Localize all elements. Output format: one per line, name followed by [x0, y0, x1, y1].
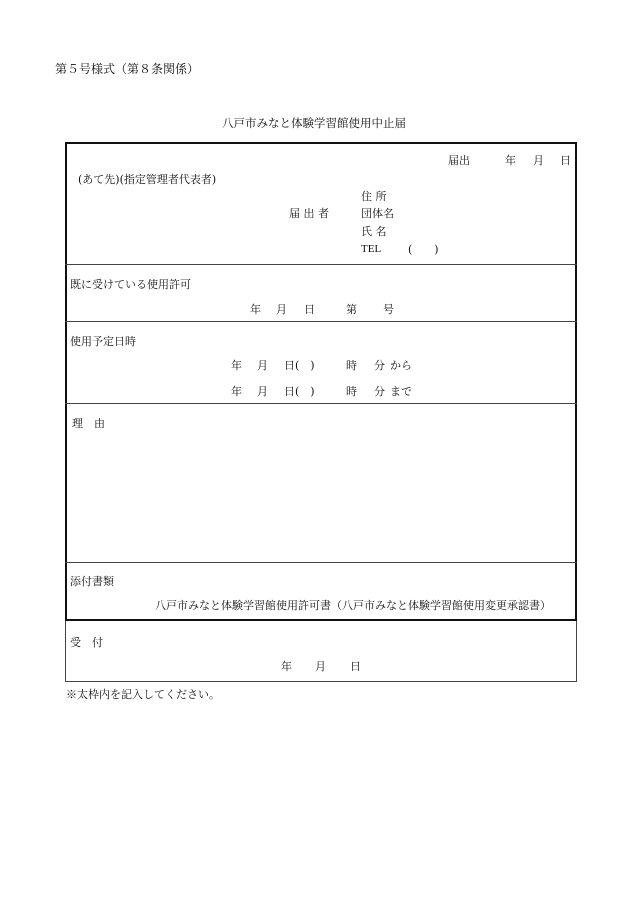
- schedule-start-month[interactable]: 月: [257, 359, 268, 372]
- schedule-start-minute[interactable]: 分: [374, 359, 385, 372]
- permit-heading: 既に受けている使用許可: [70, 278, 191, 291]
- schedule-start-tail: から: [390, 359, 412, 372]
- permit-number-suffix[interactable]: 号: [383, 303, 394, 316]
- reason-heading: 理 由: [72, 417, 105, 430]
- schedule-start-day[interactable]: 日( ): [284, 359, 315, 372]
- schedule-end-month[interactable]: 月: [257, 385, 268, 398]
- reception-month[interactable]: 月: [315, 660, 326, 673]
- schedule-end-year[interactable]: 年: [231, 385, 242, 398]
- schedule-end-hour[interactable]: 時: [346, 385, 357, 398]
- separator-4: [65, 562, 577, 563]
- schedule-start-hour[interactable]: 時: [346, 359, 357, 372]
- submit-date-label: 届出: [448, 154, 470, 167]
- schedule-start-year[interactable]: 年: [231, 359, 242, 372]
- reception-heading: 受 付: [70, 636, 103, 649]
- schedule-end-tail: まで: [390, 385, 412, 398]
- reception-year[interactable]: 年: [281, 660, 292, 673]
- submit-date-year[interactable]: 年: [505, 154, 516, 167]
- form-number: 第５号様式（第８条関係）: [55, 62, 200, 76]
- submit-date-day[interactable]: 日: [560, 154, 571, 167]
- submit-date-month[interactable]: 月: [533, 154, 544, 167]
- reception-day[interactable]: 日: [350, 660, 361, 673]
- org-label: 団体名: [361, 207, 394, 220]
- address-label: 住 所: [361, 190, 387, 203]
- tel-paren[interactable]: ( ): [408, 243, 439, 256]
- schedule-end-day[interactable]: 日( ): [284, 385, 315, 398]
- schedule-heading: 使用予定日時: [70, 335, 136, 348]
- permit-day[interactable]: 日: [304, 303, 315, 316]
- separator-2: [65, 321, 577, 322]
- form-title: 八戸市みなと体験学習館使用中止届: [222, 116, 406, 130]
- name-label: 氏 名: [361, 225, 387, 238]
- permit-year[interactable]: 年: [250, 303, 261, 316]
- tel-label: TEL: [361, 243, 382, 255]
- separator-1: [65, 264, 577, 265]
- permit-number-prefix: 第: [346, 303, 357, 316]
- permit-month[interactable]: 月: [276, 303, 287, 316]
- attachment-content: 八戸市みなと体験学習館使用許可書（八戸市みなと体験学習館使用変更承認書）: [155, 599, 551, 612]
- addressee: (あて先)(指定管理者代表者): [78, 173, 217, 186]
- schedule-end-minute[interactable]: 分: [374, 385, 385, 398]
- attachment-heading: 添付書類: [70, 575, 114, 588]
- footer-note: ※太枠内を記入してください。: [66, 688, 220, 701]
- applicant-label: 届 出 者: [289, 207, 329, 220]
- separator-3: [65, 403, 577, 404]
